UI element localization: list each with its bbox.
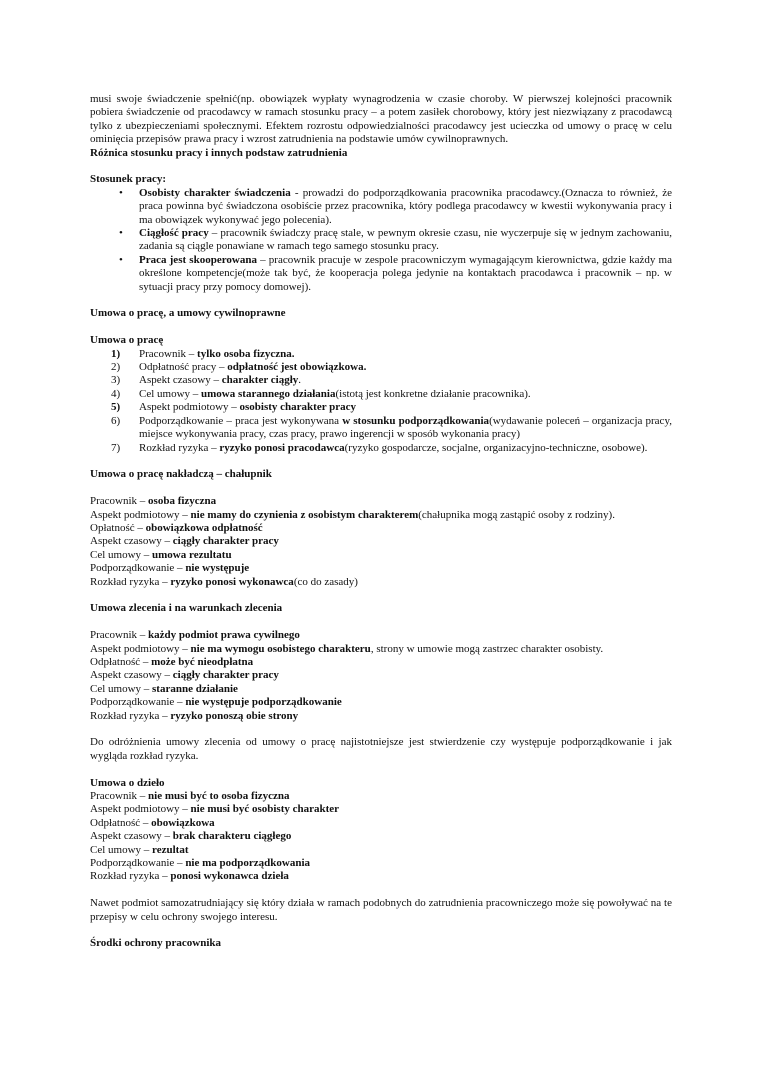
intro-paragraph: musi swoje świadczenie spełnić(np. obowiązek wypłaty wynagrodzenia w czasie choroby. W pierwszej kolejności pracownik pobiera świadczenie od pracodawcy w ramach stosunku pracy – a potem zasiłek chorobowy, który jest niezwiązany z pracodawcą tylko z ubezpieczeniami społecznymi. Efektem rozrostu odpowiedzialności pracodawcy jest ucieczka od umowy o pracę w celu ominięcia przepisów prawa pracy i wzrost zatrudnienia na podstawie umów cywilnoprawnych. (90, 93, 672, 146)
list-item: 2) Odpłatność pracy – odpłatność jest obowiązkowa. (111, 361, 367, 374)
text-line: Aspekt czasowy – ciągły charakter pracy (90, 535, 279, 548)
text-line: Pracownik – nie musi być to osoba fizyczna (90, 789, 290, 802)
text-line: Odpłatność – może być nieodpłatna (90, 655, 254, 668)
list-item: 6) Podporządkowanie – praca jest wykonywana w stosunku podporządkowania(wydawanie poleceń – organizacja pracy, miejsce wykonywania pracy, czas pracy, prawo ingerencji w sposób wykonania pracy) (111, 414, 672, 441)
text-line: Pracownik – każdy podmiot prawa cywilnego (90, 629, 300, 642)
heading-dzielo: Umowa o dzieło (90, 776, 165, 789)
text-line: Podporządkowanie – nie występuje (90, 562, 250, 575)
bullet-icon: • (119, 227, 123, 240)
text-line: Podporządkowanie – nie ma podporządkowania (90, 857, 311, 870)
heading-umowy: Umowa o pracę, a umowy cywilnoprawne (90, 307, 286, 320)
heading-srodki-ochrony: Środki ochrony pracownika (90, 937, 222, 950)
text-line: Aspekt podmiotowy – nie mamy do czynienia z osobistym charakterem(chałupnika mogą zastąpić osoby z rodziny). (90, 508, 615, 521)
heading-umowa-o-prace: Umowa o pracę (90, 334, 164, 347)
text-line: Aspekt podmiotowy – nie musi być osobisty charakter (90, 803, 340, 816)
umowa-o-prace-list (90, 348, 672, 455)
heading-roznica: Różnica stosunku pracy i innych podstaw zatrudnienia (90, 146, 348, 159)
list-item: • Osobisty charakter świadczenia - prowadzi do podporządkowania pracownika pracodawcy.(Oznacza to również, że praca powinna być świadczona osobiście przez pracownika, który podlega pracodawcy w kwestii wykonywania pracy i ma obowiązek wykonywać jego polecenia). (119, 186, 672, 226)
text-line: Aspekt podmiotowy – nie ma wymogu osobistego charakteru, strony w umowie mogą zastrzec charakter osobisty. (90, 642, 604, 655)
heading-zlecenie: Umowa zlecenia i na warunkach zlecenia (90, 602, 283, 615)
text-line: Cel umowy – rezultat (90, 843, 189, 856)
list-item: 5) Aspekt podmiotowy – osobisty charakter pracy (111, 401, 357, 414)
stosunek-list (90, 187, 672, 294)
list-item: • Ciągłość pracy – pracownik świadczy pracę stale, w pewnym okresie czasu, nie wyczerpuje się w jednym zachowaniu, zadania są ciągle ponawiane w ramach tego samego stosunku pracy. (119, 227, 672, 253)
list-item: 7) Rozkład ryzyka – ryzyko ponosi pracodawca(ryzyko gospodarcze, socjalne, organizacyjno-techniczne, osobowe). (111, 441, 648, 454)
list-item: 4) Cel umowy – umowa starannego działania(istotą jest konkretne działanie pracownika). (111, 387, 531, 400)
zlecenie-note: Do odróżnienia umowy zlecenia od umowy o pracę najistotniejsze jest stwierdzenie czy występuje podporządkowanie i jak wygląda rozkład ryzyka. (90, 736, 672, 762)
text-line: Cel umowy – staranne działanie (90, 682, 238, 695)
heading-stosunek-pracy: Stosunek pracy: (90, 173, 167, 186)
text-line: Rozkład ryzyka – ponosi wykonawca dzieła (90, 870, 289, 883)
document-page (90, 93, 672, 951)
text-line: Aspekt czasowy – ciągły charakter pracy (90, 669, 279, 682)
text-line: Odpłatność – obowiązkowa (90, 816, 215, 829)
list-item: • Praca jest skooperowana – pracownik pracuje w zespole pracowniczym wymagającym kierownictwa, gdzie każdy ma określone kompetencje(może tak być, że kooperacja polega jedynie na kontaktach pracodawca i pracownik – np. w sytuacji pracy przy pomocy domowej). (119, 253, 672, 293)
dzielo-note: Nawet podmiot samozatrudniający się który działa w ramach podobnych do zatrudnienia pracowniczego może się powoływać na te przepisy w celu ochrony swojego interesu. (90, 897, 672, 923)
heading-nakladcza: Umowa o pracę nakładczą – chałupnik (90, 468, 272, 481)
list-item: 1) Pracownik – tylko osoba fizyczna. (111, 347, 295, 360)
text-line: Rozkład ryzyka – ryzyko ponosi wykonawca(co do zasady) (90, 575, 358, 588)
text-line: Rozkład ryzyka – ryzyko ponoszą obie strony (90, 709, 299, 722)
bullet-icon: • (119, 253, 123, 266)
list-item: 3) Aspekt czasowy – charakter ciągły. (111, 374, 302, 387)
bullet-icon: • (119, 186, 123, 199)
text-line: Opłatność – obowiązkowa odpłatność (90, 521, 263, 534)
text-line: Cel umowy – umowa rezultatu (90, 548, 232, 561)
text-line: Pracownik – osoba fizyczna (90, 495, 217, 508)
text-line: Podporządkowanie – nie występuje podporządkowanie (90, 696, 342, 709)
text-line: Aspekt czasowy – brak charakteru ciągłego (90, 830, 292, 843)
